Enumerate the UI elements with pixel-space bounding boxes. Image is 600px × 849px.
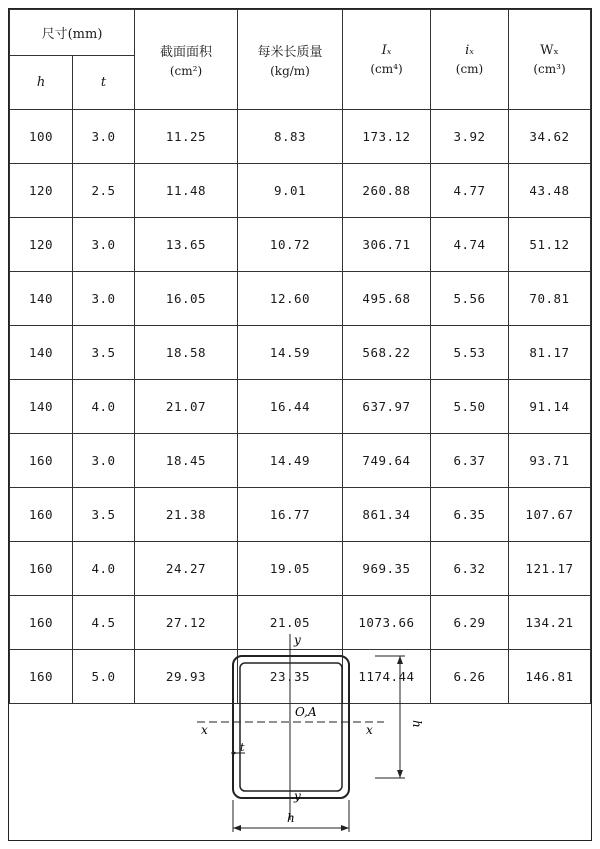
height-cell: 100 [10,110,73,164]
height-arrow-bottom [397,770,403,778]
centroid-label: O,A [295,705,317,719]
size-group-header: 尺寸(mm) [10,10,135,56]
section-property-sheet [8,8,592,841]
section-modulus-cell: 107.67 [509,488,591,542]
height-cell: 120 [10,164,73,218]
radius-of-gyration-header [431,10,509,110]
table-row [10,434,591,488]
outer-wall [233,656,349,798]
moment-of-inertia-unit: (cm⁴) [370,62,403,76]
moment-of-inertia-cell: 173.12 [343,110,431,164]
mass-cell: 21.05 [238,596,343,650]
thickness-column-header: t [73,56,135,110]
area-unit: (cm²) [169,64,203,78]
section-modulus-cell: 121.17 [509,542,591,596]
section-modulus-cell: 146.81 [509,650,591,704]
radius-of-gyration-cell: 5.50 [431,380,509,434]
thickness-cell: 2.5 [73,164,135,218]
thickness-cell: 3.5 [73,326,135,380]
table-row [10,326,591,380]
y-axis-label-bottom: y [294,789,301,803]
mass-cell: 14.59 [238,326,343,380]
area-label: 截面面积 [159,45,212,60]
radius-of-gyration-cell: 4.74 [431,218,509,272]
section-modulus-cell: 81.17 [509,326,591,380]
moment-of-inertia-header [343,10,431,110]
height-dimension-label: h [410,720,424,728]
mass-cell: 16.77 [238,488,343,542]
radius-of-gyration-cell: 6.32 [431,542,509,596]
radius-of-gyration-cell: 6.37 [431,434,509,488]
mass-cell: 12.60 [238,272,343,326]
area-cell: 13.65 [135,218,238,272]
section-modulus-cell: 34.62 [509,110,591,164]
thickness-cell: 4.0 [73,380,135,434]
mass-cell: 10.72 [238,218,343,272]
height-cell: 160 [10,542,73,596]
mass-cell: 9.01 [238,164,343,218]
mass-header [238,10,343,110]
height-cell: 160 [10,596,73,650]
moment-of-inertia-cell: 1174.44 [343,650,431,704]
area-cell: 18.45 [135,434,238,488]
height-cell: 140 [10,380,73,434]
radius-of-gyration-cell: 6.29 [431,596,509,650]
radius-of-gyration-cell: 6.35 [431,488,509,542]
moment-of-inertia-cell: 568.22 [343,326,431,380]
mass-unit: (kg/m) [270,64,310,78]
height-cell: 160 [10,434,73,488]
width-arrow-right [341,825,349,831]
table-row [10,380,591,434]
radius-of-gyration-cell: 3.92 [431,110,509,164]
radius-of-gyration-label: iₓ [465,43,474,58]
moment-of-inertia-cell: 495.68 [343,272,431,326]
height-cell: 160 [10,488,73,542]
area-cell: 24.27 [135,542,238,596]
section-modulus-header [509,10,591,110]
height-column-header: h [10,56,73,110]
area-cell: 21.38 [135,488,238,542]
thickness-cell: 3.0 [73,434,135,488]
width-arrow-left [233,825,241,831]
radius-of-gyration-unit: (cm) [455,62,484,76]
area-header [135,10,238,110]
area-cell: 18.58 [135,326,238,380]
height-cell: 160 [10,650,73,704]
moment-of-inertia-cell: 861.34 [343,488,431,542]
thickness-label: t [240,741,245,754]
section-modulus-cell: 93.71 [509,434,591,488]
section-modulus-unit: (cm³) [533,62,566,76]
width-dimension-label: h [287,811,295,825]
radius-of-gyration-cell: 4.77 [431,164,509,218]
thickness-arrow [233,751,237,755]
height-cell: 120 [10,218,73,272]
inner-wall [240,663,342,791]
radius-of-gyration-cell: 6.26 [431,650,509,704]
section-modulus-cell: 51.12 [509,218,591,272]
thickness-cell: 3.5 [73,488,135,542]
mass-cell: 14.49 [238,434,343,488]
table-body [10,110,591,704]
square-tube-property-table [9,9,591,704]
moment-of-inertia-cell: 1073.66 [343,596,431,650]
area-cell: 11.48 [135,164,238,218]
thickness-cell: 3.0 [73,110,135,164]
radius-of-gyration-cell: 5.56 [431,272,509,326]
moment-of-inertia-cell: 260.88 [343,164,431,218]
moment-of-inertia-label: Iₓ [381,43,392,58]
mass-label: 每米长质量 [257,45,323,60]
moment-of-inertia-cell: 306.71 [343,218,431,272]
table-row [10,218,591,272]
thickness-cell: 5.0 [73,650,135,704]
area-cell: 21.07 [135,380,238,434]
section-modulus-cell: 91.14 [509,380,591,434]
table-row [10,488,591,542]
moment-of-inertia-cell: 749.64 [343,434,431,488]
mass-cell: 23.35 [238,650,343,704]
height-arrow-top [397,656,403,664]
area-cell: 11.25 [135,110,238,164]
height-cell: 140 [10,326,73,380]
radius-of-gyration-cell: 5.53 [431,326,509,380]
x-axis-label-right: x [366,723,373,737]
mass-cell: 8.83 [238,110,343,164]
thickness-cell: 4.0 [73,542,135,596]
x-axis-label-left: x [201,723,208,737]
mass-cell: 19.05 [238,542,343,596]
table-row [10,272,591,326]
moment-of-inertia-cell: 969.35 [343,542,431,596]
thickness-cell: 3.0 [73,218,135,272]
thickness-cell: 3.0 [73,272,135,326]
section-modulus-label: Wₓ [540,43,559,58]
section-modulus-cell: 43.48 [509,164,591,218]
area-cell: 29.93 [135,650,238,704]
table-row [10,542,591,596]
section-modulus-cell: 134.21 [509,596,591,650]
table-row [10,164,591,218]
section-modulus-cell: 70.81 [509,272,591,326]
area-cell: 16.05 [135,272,238,326]
square-tube-section-diagram [9,620,590,840]
y-axis-label-top: y [294,633,301,647]
moment-of-inertia-cell: 637.97 [343,380,431,434]
height-cell: 140 [10,272,73,326]
thickness-cell: 4.5 [73,596,135,650]
table-row [10,110,591,164]
area-cell: 27.12 [135,596,238,650]
mass-cell: 16.44 [238,380,343,434]
